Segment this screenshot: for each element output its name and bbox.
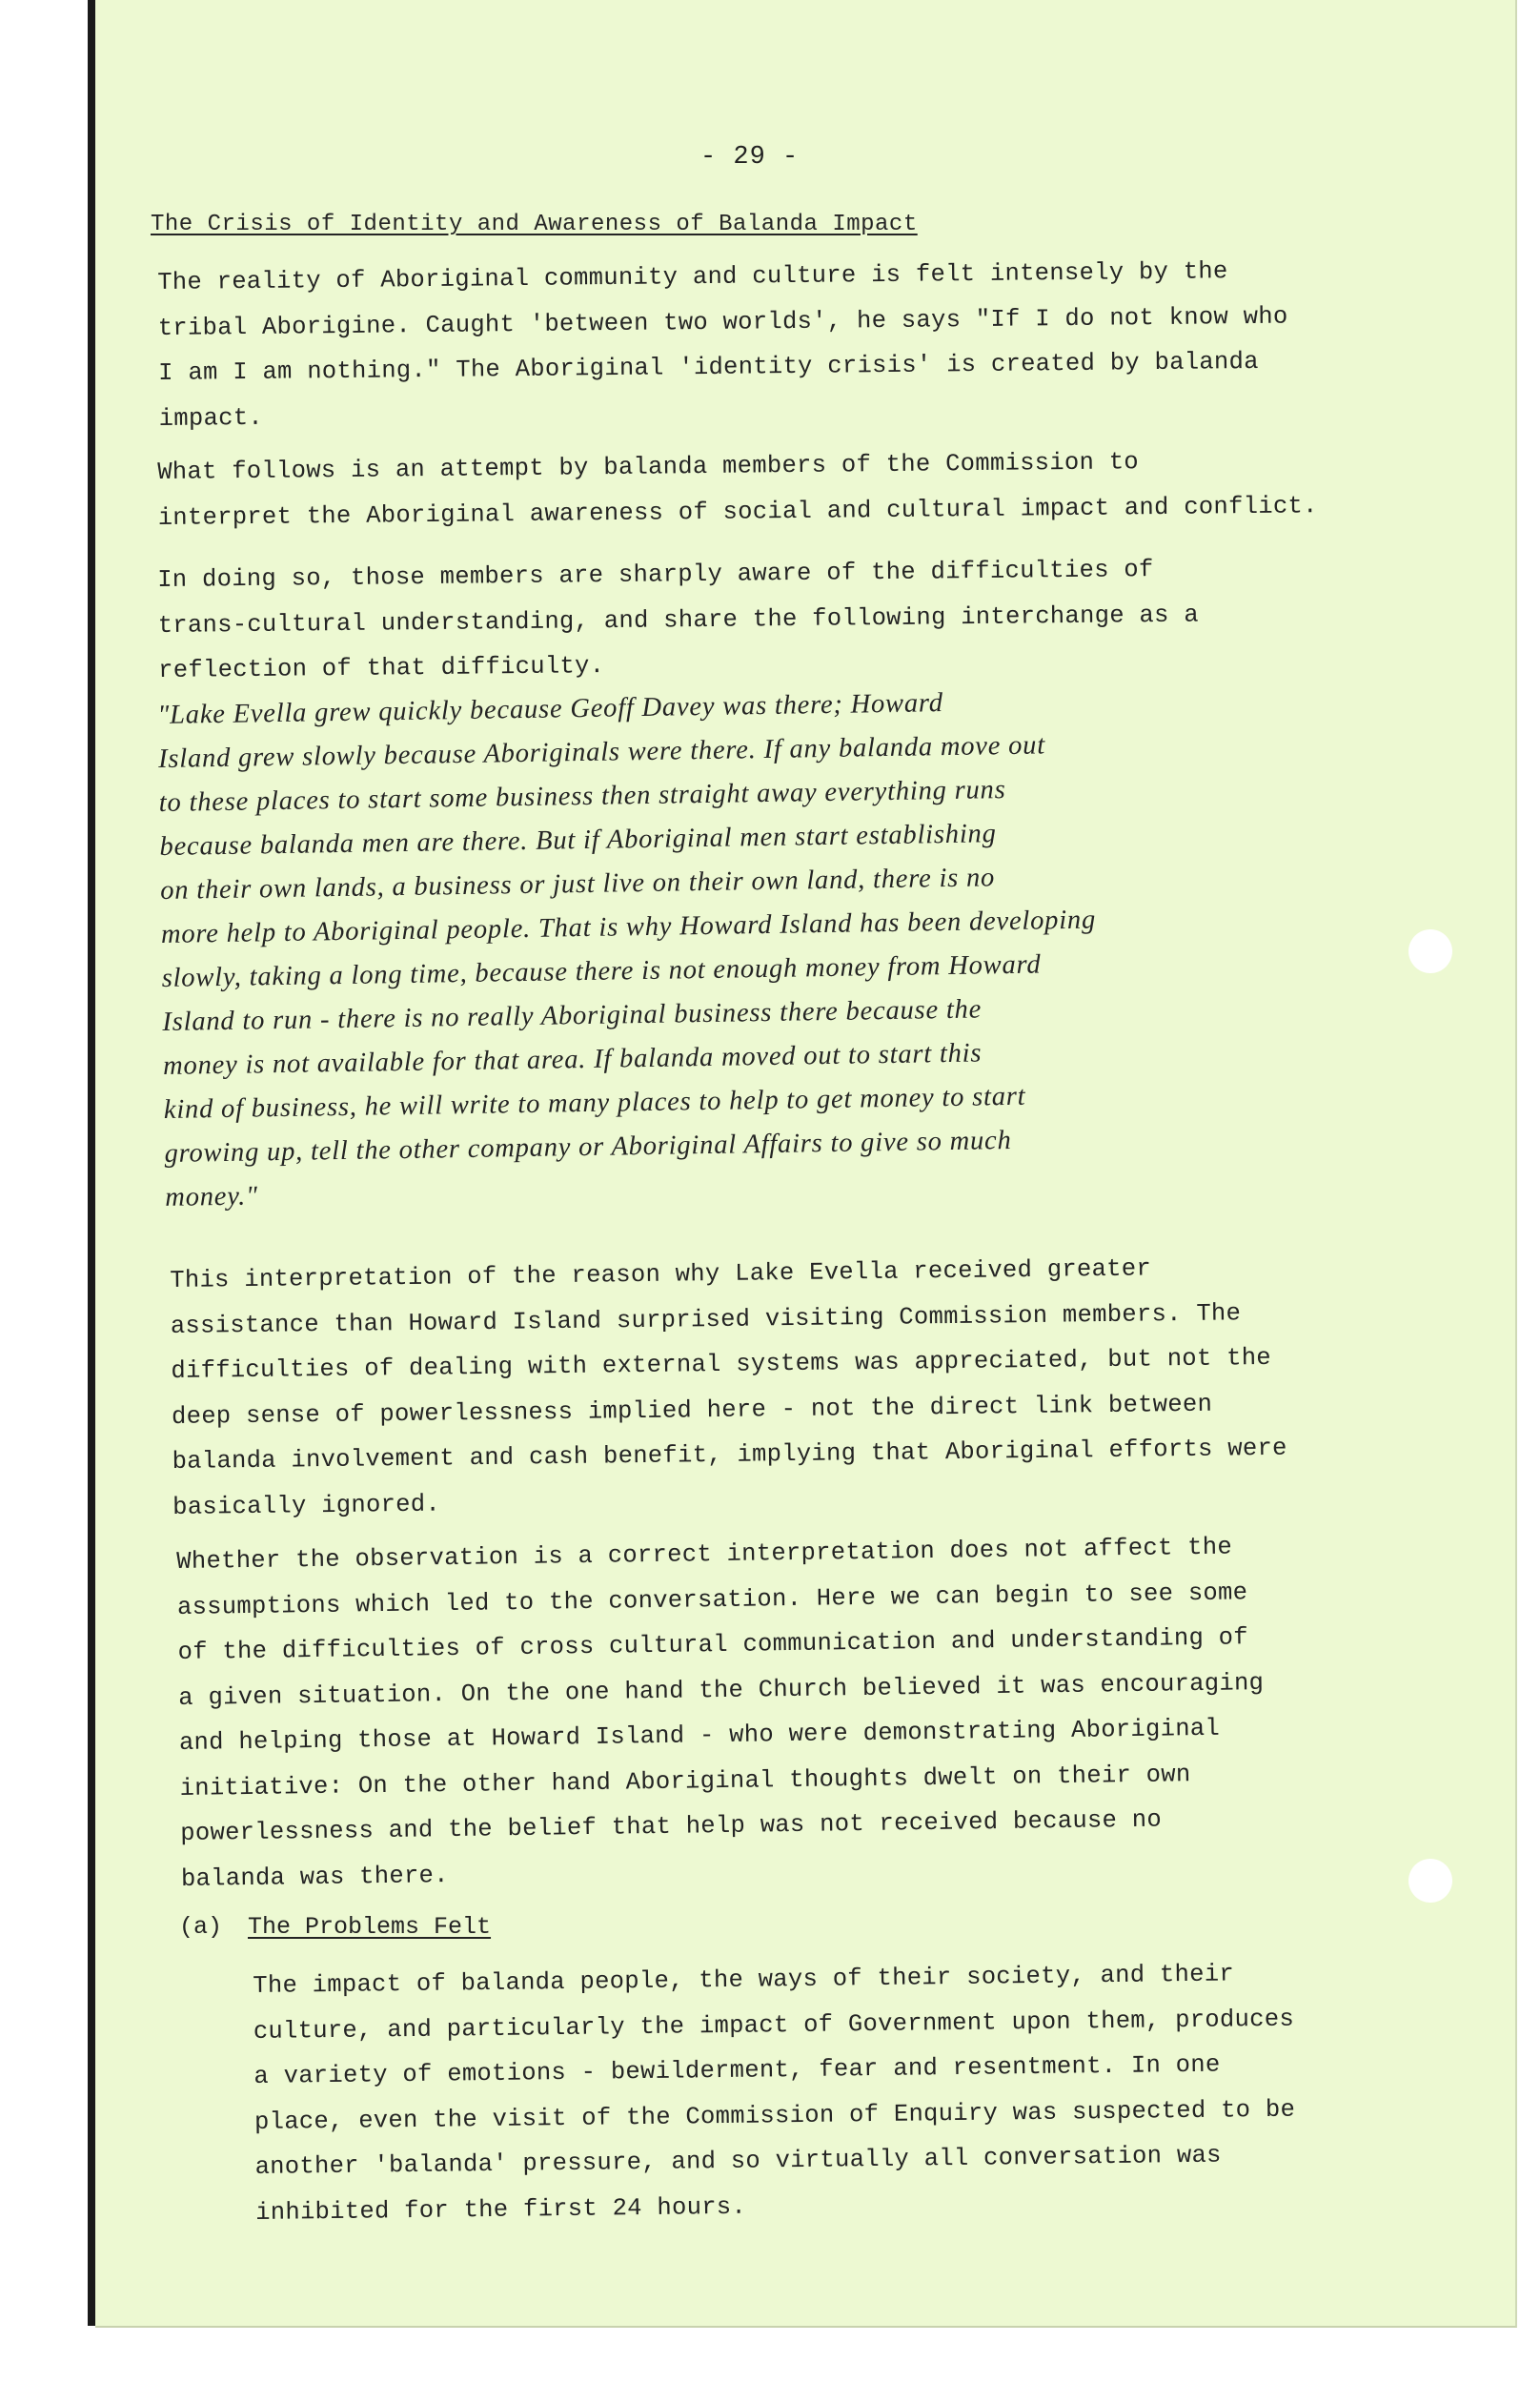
- subsection-label: (a): [179, 1913, 223, 1941]
- scan-edge-shadow: [88, 0, 95, 2326]
- quoted-interchange: "Lake Evella grew quickly because Geoff Davey was there; Howard Island grew slowly because Aboriginals were there. If any balanda move out to these places to start some business then straight away everything runs because balanda men are there. But if Aboriginal men start establishing on their own lands, a business or just live on their own land, there is no more help to Aboriginal people. That is why Howard Island has been developing slowly, taking a long time, because there is not enough money from Howard Island to run - there is no really Aboriginal business there because the money is not available for that area. If balanda moved out to start this kind of business, he will write to many places to help to get money to start growing up, tell the other company or Aboriginal Affairs to give so much money.": [157, 688, 1097, 1212]
- section-heading: The Crisis of Identity and Awareness of Balanda Impact: [151, 212, 918, 237]
- subsection-heading: [179, 1913, 491, 1941]
- paragraph-observation: Whether the observation is a correct interpretation does not affect the assumptions which led to the conversation. Here we can begin to see some of the difficulties of cross cultural communication and understanding of a given situation. On the one hand the Church believed it was encouraging and helping those at Howard Island - who were demonstrating Aboriginal initiative: On the other hand Aboriginal thoughts dwelt on their own powerlessness and the belief that help was not received because no balanda was there.: [176, 1533, 1265, 1893]
- paragraph-lake-evella: This interpretation of the reason why Lake Evella received greater assistance than Howard Island surprised visiting Commission members. The difficulties of dealing with external systems was appreciated, but not the deep sense of powerlessness implied here - not the direct link between balanda involvement and cash benefit, implying that Aboriginal efforts were basically ignored.: [170, 1254, 1287, 1521]
- paragraph-interpretation: What follows is an attempt by balanda members of the Commission to interpret the Aboriginal awareness of social and cultural impact and conflict.: [157, 448, 1318, 532]
- subsection-title: The Problems Felt: [248, 1913, 492, 1941]
- paragraph-problems-felt: The impact of balanda people, the ways of their society, and their culture, and particularly the impact of Government upon them, produces a variety of emotions - bewilderment, fear and resentment. In one place, even the visit of the Commission of Enquiry was suspected to be another 'balanda' pressure, and so virtually all conversation was inhibited for the first 24 hours.: [253, 1960, 1296, 2227]
- paragraph-difficulty: In doing so, those members are sharply aware of the difficulties of trans-cultural understanding, and share the following interchange as a reflection of that difficulty.: [157, 556, 1200, 684]
- page-number: - 29 -: [700, 143, 800, 172]
- paragraph-identity: The reality of Aboriginal community and culture is felt intensely by the tribal Aborigine. Caught 'between two worlds', he says "If I do not know who I am I am nothing." The Aboriginal 'identity crisis' is created by balanda impact.: [157, 257, 1288, 433]
